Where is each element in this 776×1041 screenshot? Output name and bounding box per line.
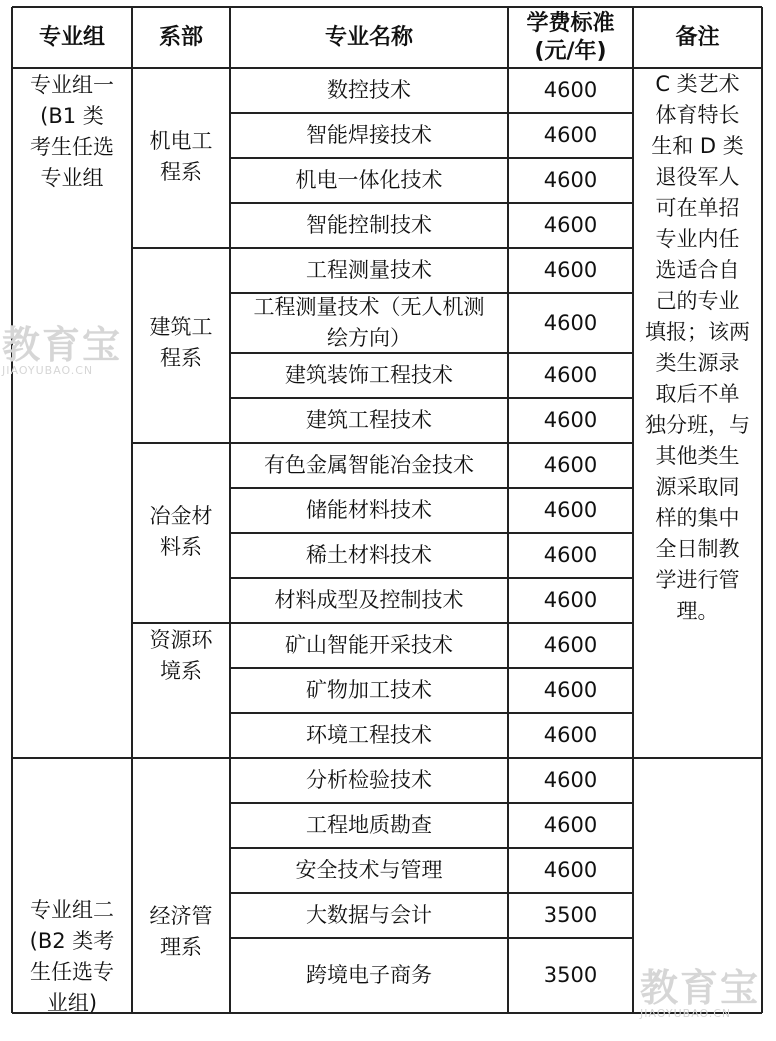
major-cell [230,488,508,533]
major-cell-text: 有色金属智能冶金技术 [264,453,474,477]
major-cell-text: 储能材料技术 [306,498,432,522]
fee-cell [508,713,633,758]
major-cell-text: 工程地质勘查 [306,813,432,837]
header-note-text: 备注 [675,25,720,50]
fee-cell [508,113,633,158]
major-cell-text: 建筑装饰工程技术 [285,363,453,387]
fee-cell [508,623,633,668]
major-cell-text: 矿山智能开采技术 [285,633,453,657]
department-cell [132,68,230,248]
major-cell-text: 智能焊接技术 [306,123,432,147]
header-fee-text: 学费标准 (元/年) [526,10,615,64]
fee-cell-text: 4600 [543,813,598,837]
major-cell [230,713,508,758]
major-cell [230,893,508,938]
major-cell [230,758,508,803]
header-fee [508,7,633,68]
fee-cell-text: 4600 [543,543,598,567]
header-major-text: 专业名称 [324,25,413,50]
major-cell-text: 矿物加工技术 [306,678,432,702]
major-cell-text: 建筑工程技术 [306,408,432,432]
fee-cell [508,203,633,248]
major-cell [230,623,508,668]
fee-cell [508,758,633,803]
fee-cell-text: 4600 [543,408,598,432]
fee-cell-text: 4600 [543,633,598,657]
department-cell-text: 资源环 境系 [149,628,213,683]
major-cell [230,533,508,578]
major-cell [230,293,508,353]
fee-cell [508,893,633,938]
fee-cell [508,578,633,623]
group-cell-text: 专业组二 (B2 类考 生任选专 业组) [29,898,115,1015]
fee-cell [508,533,633,578]
major-cell [230,578,508,623]
department-cell [132,248,230,443]
fee-cell [508,848,633,893]
header-dept [132,7,230,68]
note-cell [633,68,762,758]
fee-cell-text: 4600 [543,588,598,612]
major-cell [230,398,508,443]
fee-cell-text: 4600 [543,78,598,102]
major-cell-text: 安全技术与管理 [295,858,443,882]
major-cell [230,158,508,203]
watermark-domain: JIAOYUBAO.CN [640,1007,732,1020]
group-cell [12,893,132,1013]
fee-cell-text: 3500 [543,963,598,987]
fee-cell [508,248,633,293]
watermark-brand: 教育宝 [2,323,123,367]
department-cell-text: 机电工 程系 [149,129,213,184]
fee-cell-text: 4600 [543,453,598,477]
department-cell [132,623,230,758]
fee-cell [508,293,633,353]
major-cell [230,803,508,848]
header-note [633,7,762,68]
header-group-text: 专业组 [38,25,105,50]
fee-cell-text: 4600 [543,498,598,522]
major-cell-text: 环境工程技术 [306,723,432,747]
fee-cell [508,938,633,1013]
major-cell-text: 智能控制技术 [306,213,432,237]
watermark-domain: JIAOYUBAO.CN [2,364,94,377]
watermark-brand: 教育宝 [640,966,761,1010]
major-cell [230,938,508,1013]
fee-cell-text: 4600 [543,258,598,282]
major-cell [230,68,508,113]
major-cell-text: 机电一体化技术 [295,168,443,192]
fee-cell [508,158,633,203]
department-cell-text: 冶金材 料系 [149,504,213,559]
major-cell-text: 跨境电子商务 [306,963,432,987]
header-major [230,7,508,68]
department-cell [132,443,230,623]
fee-cell-text: 4600 [543,768,598,792]
major-cell [230,353,508,398]
fee-cell [508,488,633,533]
header-group [12,7,132,68]
group-cell [12,68,132,758]
department-cell [132,893,230,1013]
fee-cell-text: 4600 [543,123,598,147]
fee-cell-text: 4600 [543,168,598,192]
department-cell-text: 经济管 理系 [149,904,213,959]
major-cell [230,443,508,488]
fee-cell-text: 4600 [543,213,598,237]
department-cell-text: 建筑工 程系 [149,315,213,370]
major-cell-text: 数控技术 [327,78,411,102]
major-cell-text: 稀土材料技术 [306,543,432,567]
major-cell [230,113,508,158]
major-cell-text: 工程测量技术 [306,258,432,282]
fee-cell [508,398,633,443]
major-cell [230,848,508,893]
major-cell-text: 材料成型及控制技术 [274,588,464,612]
major-cell [230,668,508,713]
fee-cell [508,803,633,848]
note-cell-text: C 类艺术 体育特长 生和 D 类 退役军人 可在单招 专业内任 选适合自 己的专业 填报；该两 类生源录 取后不单 独分班，与 其他类生 源采取同 样的集中 全日制教 学进行管 理。 [645,72,750,623]
major-cell [230,203,508,248]
fee-cell [508,443,633,488]
header-dept-text: 系部 [158,25,203,50]
fee-cell-text: 4600 [543,310,598,335]
fee-cell-text: 4600 [543,723,598,747]
major-cell [230,248,508,293]
major-cell-text: 工程测量技术（无人机测 绘方向） [253,295,485,350]
fee-cell [508,353,633,398]
fee-cell-text: 4600 [543,363,598,387]
major-cell-text: 大数据与会计 [306,903,432,927]
fee-cell-text: 3500 [543,903,598,927]
fee-cell [508,68,633,113]
fee-cell-text: 4600 [543,858,598,882]
major-cell-text: 分析检验技术 [306,768,432,792]
fee-cell [508,668,633,713]
group-cell-text: 专业组一 (B1 类 考生任选 专业组 [30,73,114,190]
fee-cell-text: 4600 [543,678,598,702]
